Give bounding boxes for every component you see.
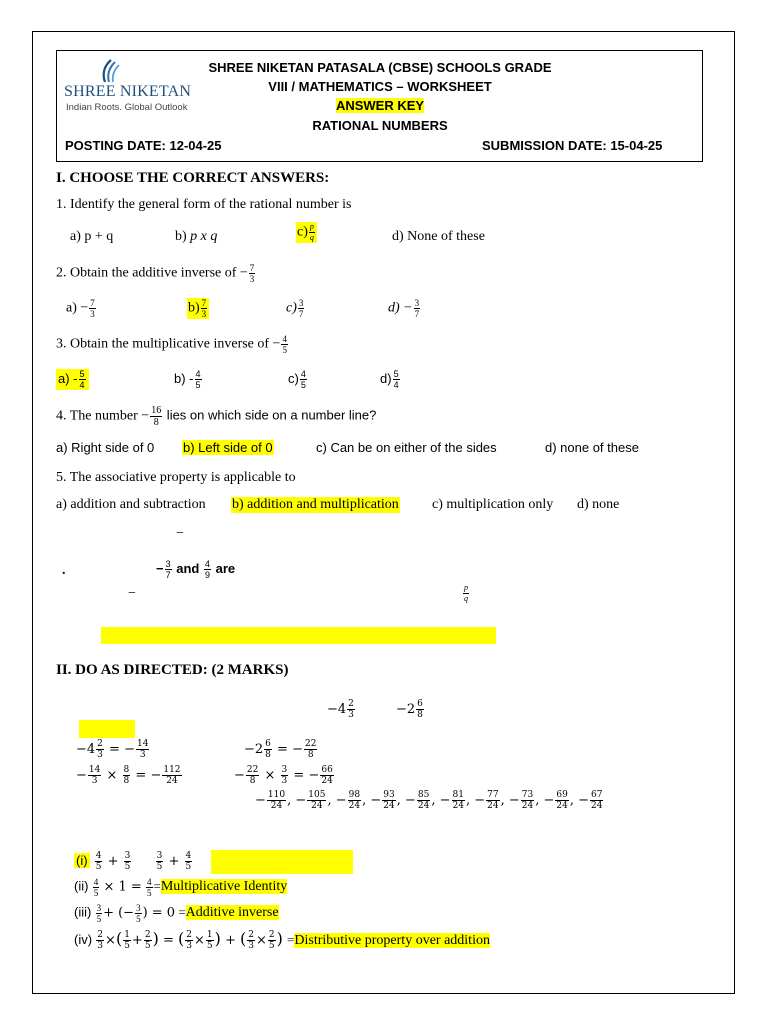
fragment-fractions: [156, 559, 235, 580]
fraction-list-num: 93: [383, 790, 395, 800]
prop-i-plus2: +: [168, 854, 180, 869]
q2-c-frac: [298, 298, 305, 319]
work-l2-d2: 8: [123, 776, 130, 786]
prop-ii-eq: =: [153, 878, 161, 894]
q2-a-label: a) −: [66, 300, 89, 316]
prop-i-a-d: 5: [95, 862, 102, 872]
fraction-list-item: [382, 790, 395, 811]
fraction-list-num: 69: [556, 790, 568, 800]
q3-option-a: [56, 369, 89, 390]
fraction-list-num: 81: [452, 790, 464, 800]
prop-iii-frac2: [135, 903, 142, 924]
prop-ii-frac: [93, 877, 100, 898]
fraction-list-den: 24: [417, 801, 430, 811]
prop-i-frac-d: [185, 851, 193, 872]
work-l1-rd: 3: [139, 750, 146, 760]
q1-option-b: [175, 229, 217, 245]
fragment-p: p: [464, 583, 468, 592]
q3-c-frac: [300, 369, 307, 390]
q1-option-b-prefix: b): [175, 229, 191, 244]
q2-option-d: [388, 298, 421, 319]
q4-option-d: d) none of these: [545, 440, 639, 455]
q2-b-label: b): [188, 300, 200, 316]
q2-option-b: [187, 298, 209, 319]
prop-ii-rd: 5: [147, 888, 152, 898]
work-r2-n: 22: [246, 765, 259, 775]
fragment-frac-1: [165, 559, 172, 580]
fraction-list-num: 110: [267, 790, 286, 800]
q4-num: 16: [151, 405, 162, 416]
q3-b-num: 4: [195, 369, 201, 379]
logo-tagline: Indian Roots. Global Outlook: [66, 102, 188, 113]
q3-text-label: 3. Obtain the multiplicative inverse of −: [56, 336, 281, 352]
q3-a-frac: [79, 369, 86, 390]
mixed1-whole: −4: [327, 702, 347, 717]
q1-option-b-expr: p x q: [190, 229, 218, 244]
fraction-list-item: [417, 790, 430, 811]
q1-c-den: q: [309, 233, 314, 242]
work-l2-frac2: [123, 765, 131, 786]
fraction-list-item: [452, 790, 465, 811]
q2-d-label: d) −: [388, 300, 413, 316]
prop-iii-n2: 3: [136, 903, 141, 913]
prop-iii-d2: 5: [136, 914, 141, 924]
fraction-list-num: 77: [487, 790, 499, 800]
work-l2-eq: = −: [135, 768, 162, 783]
prop-i-label: (i): [76, 853, 88, 868]
q5-option-c: c) multiplication only: [432, 497, 554, 512]
q3-d-den: 4: [393, 380, 399, 390]
fraction-list-den: 24: [383, 801, 395, 811]
fraction-list-sep: , −: [287, 793, 307, 808]
q2-c-den: 7: [298, 309, 304, 319]
q1-option-a: a) p + q: [70, 229, 114, 244]
q3-c-den: 5: [300, 380, 306, 390]
prop-ii-times-one: × 1 =: [103, 879, 142, 895]
fragment-q: q: [464, 594, 468, 603]
fraction-list-den: 24: [521, 801, 534, 811]
q1-option-c: [296, 222, 317, 243]
q2-c-label: c): [286, 300, 297, 316]
fragment-minus: −: [156, 560, 164, 576]
prop-i-frac-a: [95, 851, 103, 872]
q3-option-c: [288, 369, 308, 390]
fraction-list-sep: , −: [569, 793, 589, 808]
answer-key-label: [200, 98, 560, 113]
fraction-list-den: 24: [556, 801, 568, 811]
mixed2-num: 6: [417, 699, 423, 709]
work-r2-frac1: [246, 765, 259, 786]
mixed-number-1: [327, 699, 356, 720]
prop-ii-label: (ii): [74, 878, 89, 894]
fraction-list-sep: , −: [396, 793, 416, 808]
q2-b-frac: [201, 298, 208, 319]
logo-mark-icon: [96, 58, 126, 84]
prop-ii-result: [146, 877, 153, 898]
q3-a-num: 5: [79, 369, 85, 379]
q2-text-label: 2. Obtain the additive inverse of −: [56, 265, 248, 281]
prop-iii-n: 3: [96, 903, 102, 913]
q3-den: 5: [282, 345, 287, 355]
fraction-list-item: [590, 790, 603, 811]
q4-frac: [150, 405, 162, 428]
topic-title: RATIONAL NUMBERS: [312, 118, 448, 133]
q4-text: [56, 405, 376, 428]
fragment-f2-num: 4: [204, 559, 210, 569]
q4-text-pre: 4. The number −: [56, 408, 150, 424]
q1-c-num: p: [309, 222, 314, 231]
answer-key-text: ANSWER KEY: [335, 98, 425, 113]
posting-date: POSTING DATE: 12-04-25: [65, 138, 222, 153]
fraction-list-den: 24: [348, 801, 361, 811]
work-right-line-2: [234, 765, 335, 786]
prop-iv-label: (iv): [74, 932, 93, 947]
work-r1-n: 6: [265, 739, 271, 749]
prop-ii-answer: Multiplicative Identity: [160, 879, 288, 895]
q2-a-den: 3: [90, 309, 95, 319]
fragment-and: and: [176, 560, 200, 576]
work-l2-n2: 8: [123, 765, 130, 775]
q5-option-b: b) addition and multiplication: [232, 497, 399, 512]
q4-option-c: c) Can be on either of the sides: [316, 440, 497, 455]
q3-option-d: [380, 369, 401, 390]
prop-iii-end: ) = 0: [142, 905, 176, 921]
work-l2-result: [162, 765, 181, 786]
highlight-block-small: [79, 720, 135, 738]
fraction-list-den: 24: [591, 801, 603, 811]
section2-heading: II. DO AS DIRECTED: (2 MARKS): [56, 662, 289, 678]
q2-b-den: 3: [201, 309, 207, 319]
q5-text: 5. The associative property is applicable to: [56, 470, 296, 485]
prop-i-a-n: 4: [95, 851, 102, 861]
q3-b-den: 5: [195, 380, 201, 390]
prop-iii-d: 5: [96, 914, 102, 924]
q3-c-label: c): [288, 370, 299, 386]
prop-i-frac-b: [124, 851, 132, 872]
q3-c-num: 4: [300, 369, 306, 379]
q2-num: 7: [249, 263, 255, 273]
q2-d-num: 3: [414, 298, 420, 308]
q5-option-a: a) addition and subtraction: [56, 497, 206, 512]
q2-a-frac: [89, 298, 96, 319]
prop-iii-answer: Additive inverse: [185, 905, 279, 921]
submission-date: SUBMISSION DATE: 15-04-25: [482, 138, 663, 153]
fraction-list-item: [521, 790, 534, 811]
q3-option-b: [174, 369, 203, 390]
fragment-f1-den: 7: [165, 570, 171, 580]
fragment-f1-num: 3: [165, 559, 171, 569]
work-r1-result: [304, 739, 317, 760]
prop-i-plus: +: [107, 854, 119, 869]
work-left-line-1: [76, 739, 150, 760]
fragment-dot: .: [62, 563, 66, 578]
prop-i-c-n: 3: [156, 851, 163, 861]
q2-b-num: 7: [201, 298, 207, 308]
work-r2-result: [320, 765, 333, 786]
fraction-list-num: 67: [591, 790, 603, 800]
work-l1-result: [136, 739, 149, 760]
header-line1: SHREE NIKETAN PATASALA (CBSE) SCHOOLS GRADE: [208, 60, 552, 75]
q3-b-frac: [195, 369, 202, 390]
fragment-frac-2: [204, 559, 211, 580]
prop-i: [74, 851, 193, 872]
q3-a-den: 4: [79, 380, 85, 390]
fraction-list-sep: , −: [465, 793, 486, 808]
q1-option-c-label: c): [297, 224, 308, 240]
work-r2-rn: 66: [321, 765, 333, 775]
mixed1-den: 3: [348, 710, 354, 720]
mixed2-den: 8: [417, 710, 423, 720]
q3-b-label: b) -: [174, 370, 194, 386]
work-l2-rd: 24: [166, 776, 178, 786]
fraction-list-num: 85: [417, 790, 430, 800]
work-r1-rd: 8: [307, 750, 314, 760]
fraction-list-sep: , −: [327, 793, 347, 808]
work-r2-rd: 24: [321, 776, 333, 786]
fraction-list-item: [486, 790, 499, 811]
fragment-dash-1: −: [176, 526, 184, 541]
mixed-number-2: [396, 699, 425, 720]
fraction-list-item: [267, 790, 286, 811]
highlight-block-i: [211, 850, 353, 874]
work-l1-whole: −4: [76, 742, 96, 757]
q1-option-d: d) None of these: [392, 229, 485, 244]
work-r1-rn: 22: [304, 739, 317, 749]
fraction-list-sep: , −: [500, 793, 520, 808]
work-l2-times: ×: [106, 768, 118, 783]
prop-iii-eq: =: [178, 904, 186, 920]
work-l1-eq: = −: [109, 742, 135, 757]
work-r2-d: 8: [249, 776, 256, 786]
q2-a-num: 7: [90, 298, 95, 308]
prop-iii: [74, 903, 279, 924]
prop-iii-label: (iii): [74, 904, 92, 920]
q4-den: 8: [153, 417, 159, 428]
prop-ii: [74, 877, 287, 898]
q3-d-label: d): [380, 370, 392, 386]
q5-option-d: d) none: [577, 497, 620, 512]
work-l2-minus: −: [76, 768, 87, 783]
fraction-list-den: 24: [487, 801, 499, 811]
q4-option-b: b) Left side of 0: [183, 440, 273, 455]
q4-option-a: a) Right side of 0: [56, 440, 155, 455]
fraction-list-minus-0: −: [255, 793, 266, 808]
section1-heading: I. CHOOSE THE CORRECT ANSWERS:: [56, 170, 330, 186]
header-line2: VIII / MATHEMATICS – WORKSHEET: [268, 79, 492, 94]
fraction-list-den: 24: [311, 801, 323, 811]
fraction-list-den: 24: [270, 801, 283, 811]
prop-iv-answer: Distributive property over addition: [294, 933, 490, 948]
prop-ii-d: 5: [93, 888, 99, 898]
mixed2-whole: −2: [396, 702, 416, 717]
q2-text: [56, 263, 256, 284]
logo-name: SHREE NIKETAN: [64, 83, 192, 100]
q3-num: 4: [282, 334, 287, 344]
fraction-list-sep: , −: [362, 793, 382, 808]
prop-iv: [74, 929, 490, 951]
work-r2-minus: −: [234, 768, 245, 783]
prop-i-b-d: 5: [124, 862, 131, 872]
q2-den: 3: [249, 274, 255, 284]
mixed1-frac: [347, 699, 355, 720]
q2-c-num: 3: [298, 298, 304, 308]
prop-iii-frac: [96, 903, 103, 924]
work-l2-d: 3: [91, 776, 98, 786]
q4-text-post: lies on which side on a number line?: [163, 407, 377, 423]
prop-i-frac-c: [156, 851, 164, 872]
fragment-pq-frac: [463, 583, 469, 604]
prop-iii-mid: + (−: [103, 905, 135, 921]
prop-i-d-n: 4: [185, 851, 192, 861]
work-l1-frac: [96, 739, 104, 760]
prop-ii-rn: 4: [147, 877, 152, 887]
work-l1-n: 2: [97, 739, 103, 749]
work-r1-d: 8: [265, 750, 271, 760]
work-l2-frac1: [88, 765, 101, 786]
fragment-dash-2: −: [128, 586, 136, 601]
prop-iv-eq: =: [287, 932, 295, 947]
work-l2-n: 14: [88, 765, 101, 775]
fraction-list-num: 98: [348, 790, 361, 800]
work-r1-eq: = −: [277, 742, 303, 757]
q3-text: [56, 334, 289, 355]
prop-ii-n: 4: [93, 877, 99, 887]
q3-d-frac: [393, 369, 400, 390]
work-r2-times: ×: [264, 768, 276, 783]
q3-a-label: a) -: [58, 370, 78, 386]
prop-iv-expression: $\frac{2}{3}$ ×( $\frac{1}{5}$ + $\frac{2}{5}$ ) = ( $\frac{2}{3}$ × $\frac{1}{5}$ ) + ( $\frac{2}{3}$ × $\frac{2}{5}$ ): [97, 929, 283, 951]
q3-frac: [281, 334, 288, 355]
work-l1-d: 3: [97, 750, 103, 760]
school-logo: [64, 58, 190, 114]
work-right-line-1: [244, 739, 318, 760]
fraction-list-num: 105: [308, 790, 326, 800]
fraction-list-sep: , −: [431, 793, 451, 808]
q3-d-num: 5: [393, 369, 399, 379]
work-r2-n2: 3: [281, 765, 288, 775]
fraction-list-item: [348, 790, 361, 811]
q2-option-c: [286, 298, 305, 319]
fraction-list: [255, 790, 604, 811]
mixed2-frac: [416, 699, 424, 720]
q2-frac: [249, 263, 256, 284]
fraction-list-num: 73: [521, 790, 534, 800]
fraction-list-den: 24: [452, 801, 464, 811]
prop-i-b-n: 3: [124, 851, 131, 861]
fraction-list-item: [307, 790, 326, 811]
q2-option-a: [66, 298, 97, 319]
q2-d-frac: [414, 298, 421, 319]
fraction-list-sep: , −: [535, 793, 555, 808]
prop-i-d-d: 5: [185, 862, 192, 872]
fragment-are: are: [215, 560, 236, 576]
work-r1-whole: −2: [244, 742, 264, 757]
work-l1-rn: 14: [136, 739, 149, 749]
fragment-f2-den: 9: [204, 570, 210, 580]
work-r2-d2: 3: [281, 776, 288, 786]
highlight-bar-answer: [101, 627, 496, 644]
prop-i-c-d: 5: [156, 862, 163, 872]
work-r2-frac2: [281, 765, 289, 786]
q1-text: 1. Identify the general form of the rational number is: [56, 197, 352, 212]
work-l2-rn: 112: [163, 765, 181, 775]
work-left-line-2: [76, 765, 183, 786]
q1-option-c-frac: [309, 222, 315, 243]
fragment-pq: [462, 583, 470, 604]
work-r2-eq: = −: [293, 768, 320, 783]
q2-d-den: 7: [414, 309, 420, 319]
mixed1-num: 2: [348, 699, 354, 709]
fraction-list-item: [555, 790, 568, 811]
work-r1-frac: [264, 739, 272, 760]
